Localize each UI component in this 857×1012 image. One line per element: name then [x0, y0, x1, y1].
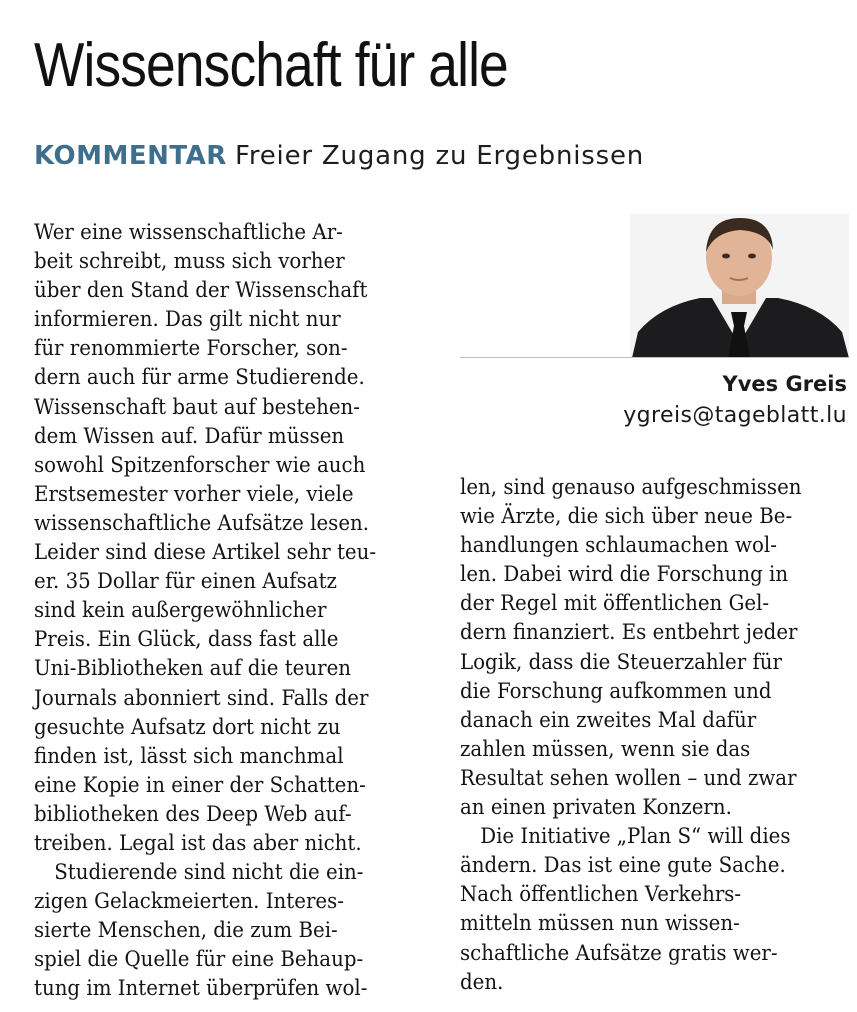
text-line: mitteln müssen nun wissen- — [460, 911, 740, 937]
text-line: wie Ärzte, die sich über neue Be- — [460, 504, 793, 530]
text-line: Preis. Ein Glück, dass fast alle — [34, 627, 339, 653]
headline: Wissenschaft für alle — [34, 31, 508, 100]
text-line: dern finanziert. Es entbehrt jeder — [460, 620, 798, 646]
author-photo — [630, 214, 849, 358]
author-block — [623, 368, 847, 432]
text-line: dern auch für arme Studierende. — [34, 365, 365, 391]
text-line: Nach öffentlichen Verkehrs- — [460, 882, 742, 908]
text-line: Wer eine wissenschaftliche Ar- — [34, 220, 343, 245]
author-email: ygreis@tageblatt.lu — [623, 403, 847, 428]
text-line: Resultat sehen wollen – und zwar — [460, 765, 797, 791]
text-line: sierte Menschen, die zum Bei- — [34, 918, 338, 944]
text-line: dem Wissen auf. Dafür müssen — [34, 423, 345, 449]
text-line: der Regel mit öffentlichen Gel- — [460, 591, 770, 617]
text-line: Die Initiative „Plan S“ will dies — [480, 824, 791, 850]
author-portrait-image — [630, 214, 849, 358]
text-line: zigen Gelackmeierten. Interes- — [34, 889, 344, 915]
text-line: Journals abonniert sind. Falls der — [34, 685, 369, 711]
text-line: er. 35 Dollar für einen Aufsatz — [34, 569, 337, 595]
text-line: Wissenschaft baut auf bestehen- — [34, 394, 360, 420]
text-line: spiel die Quelle für eine Behaup- — [34, 947, 364, 973]
text-line: für renommierte Forscher, son- — [34, 336, 348, 362]
text-line: wissenschaftliche Aufsätze lesen. — [34, 510, 370, 536]
text-line: Erstsemester vorher viele, viele — [34, 481, 354, 507]
author-name: Yves Greis — [722, 372, 847, 396]
text-line: informieren. Das gilt nicht nur — [34, 307, 341, 333]
text-line: sowohl Spitzenforscher wie auch — [34, 452, 366, 478]
text-line: ändern. Das ist eine gute Sache. — [460, 853, 786, 879]
text-line: bibliotheken des Deep Web auf- — [34, 801, 352, 827]
text-line: an einen privaten Konzern. — [460, 795, 732, 821]
text-line: len. Dabei wird die Forschung in — [460, 562, 789, 588]
text-line: eine Kopie in einer der Schatten- — [34, 772, 366, 798]
text-line: zahlen müssen, wenn sie das — [460, 736, 751, 762]
text-line: beit schreibt, muss sich vorher — [34, 249, 345, 275]
text-line: treiben. Legal ist das aber nicht. — [34, 830, 362, 856]
text-line: Uni-Bibliotheken auf die teuren — [34, 656, 352, 682]
subheadline — [34, 136, 644, 176]
text-column-1 — [34, 218, 420, 1004]
text-line: tung im Internet überprüfen wol- — [34, 976, 368, 1002]
text-line: gesuchte Aufsatz dort nicht zu — [34, 714, 341, 740]
text-column-2 — [460, 473, 846, 997]
text-line: len, sind genauso aufgeschmissen — [460, 475, 802, 500]
text-line: Leider sind diese Artikel sehr teu- — [34, 540, 377, 566]
text-line: schaftliche Aufsätze gratis wer- — [460, 940, 778, 966]
subtitle: Freier Zugang zu Ergebnissen — [234, 141, 645, 171]
text-line: Studierende sind nicht die ein- — [54, 860, 364, 886]
text-line: Logik, dass die Steuerzahler für — [460, 649, 782, 675]
text-line: die Forschung aufkommen und — [460, 678, 772, 704]
text-line: den. — [460, 969, 504, 995]
text-line: über den Stand der Wissenschaft — [34, 278, 368, 304]
text-line: danach ein zweites Mal dafür — [460, 707, 757, 733]
text-line: finden ist, lässt sich manchmal — [34, 743, 344, 769]
text-line: sind kein außergewöhnlicher — [34, 598, 327, 624]
text-line: handlungen schlaumachen wol- — [460, 533, 777, 559]
photo-divider — [460, 357, 849, 358]
kicker-label: KOMMENTAR — [34, 141, 227, 171]
